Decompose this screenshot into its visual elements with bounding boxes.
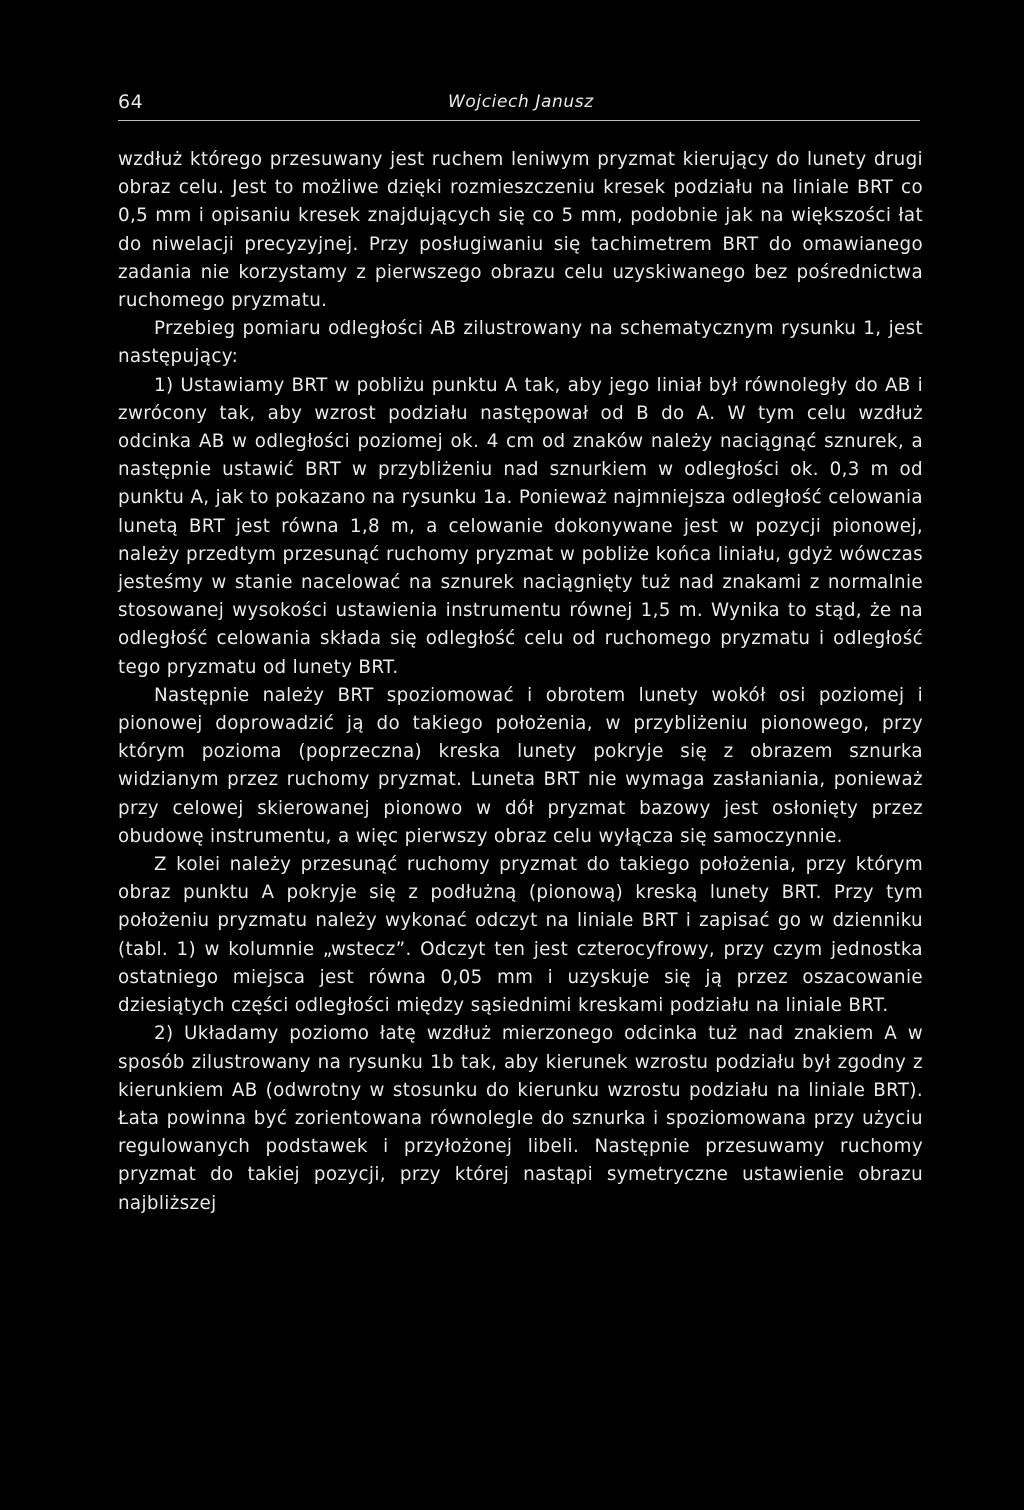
page-header	[118, 90, 920, 121]
paragraph-1: wzdłuż którego przesuwany jest ruchem leniwym pryzmat kierujący do lunety drugi obraz celu. Jest to możliwe dzięki rozmieszczeniu kresek podziału na liniale BRT co 0,5 mm i opisaniu kresek znajdujących się co 5 mm, podobnie jak na większości łat do niwelacji precyzyjnej. Przy posługiwaniu się tachimetrem BRT do omawianego zadania nie korzystamy z pierwszego obrazu celu uzyskiwanego bez pośrednictwa ruchomego pryzmatu.	[118, 149, 923, 312]
paragraph-5: Z kolei należy przesunąć ruchomy pryzmat do takiego położenia, przy którym obraz punktu A pokryje się z podłużną (pionową) kreską lunety BRT. Przy tym położeniu pryzmatu należy wykonać odczyt na liniale BRT i zapisać go w dzienniku (tabl. 1) w kolumnie „wstecz”. Odczyt ten jest czterocyfrowy, przy czym jednostka ostatniego miejsca jest równa 0,05 mm i uzyskuje się ją przez oszacowanie dziesiątych części odległości między sąsiednimi kreskami podziału na liniale BRT.	[118, 854, 923, 1017]
page-number: 64	[118, 91, 144, 113]
running-head-author: Wojciech Janusz	[448, 92, 594, 112]
paragraph-3: 1) Ustawiamy BRT w pobliżu punktu A tak, aby jego liniał był równoległy do AB i zwrócony tak, aby wzrost podziału następował od B do A. W tym celu wzdłuż odcinka AB w odległości poziomej ok. 4 cm od znaków należy naciągnąć sznurek, a następnie ustawić BRT w przybliżeniu nad sznurkiem w odległości ok. 0,3 m od punktu A, jak to pokazano na rysunku 1a. Ponieważ najmniejsza odległość celowania lunetą BRT jest równa 1,8 m, a celowanie dokonywane jest w pozycji pionowej, należy przedtym przesunąć ruchomy pryzmat w pobliże końca liniału, gdyż wówczas jesteśmy w stanie nacelować na sznurek naciągnięty tuż nad znakami z normalnie stosowanej wysokości ustawienia instrumentu równej 1,5 m. Wynika to stąd, że na odległość celowania składa się odległość celu od ruchomego pryzmatu i odległość tego pryzmatu od lunety BRT.	[118, 374, 923, 678]
paragraph-6: 2) Układamy poziomo łatę wzdłuż mierzonego odcinka tuż nad znakiem A w sposób zilustrowany na rysunku 1b tak, aby kierunek wzrostu podziału był zgodny z kierunkiem AB (odwrotny w stosunku do kierunku wzrostu podziału na liniale BRT). Łata powinna być zorientowana równolegle do sznurka i spoziomowana przy użyciu regulowanych podstawek i przyłożonej libeli. Następnie przesuwamy ruchomy pryzmat do takiej pozycji, przy której nastąpi symetryczne ustawienie obrazu najbliższej	[118, 1023, 923, 1214]
paragraph-4: Następnie należy BRT spoziomować i obrotem lunety wokół osi poziomej i pionowej doprowadzić ją do takiego położenia, w przybliżeniu pionowego, przy którym pozioma (poprzeczna) kreska lunety pokryje się z obrazem sznurka widzianym przez ruchomy pryzmat. Luneta BRT nie wymaga zasłaniania, ponieważ przy celowej skierowanej pionowo w dół pryzmat bazowy jest osłonięty przez obudowę instrumentu, a więc pierwszy obraz celu wyłącza się samoczynnie.	[118, 684, 923, 847]
paragraph-2: Przebieg pomiaru odległości AB zilustrowany na schematycznym rysunku 1, jest następujący:	[118, 318, 923, 368]
body-text	[118, 146, 923, 1218]
